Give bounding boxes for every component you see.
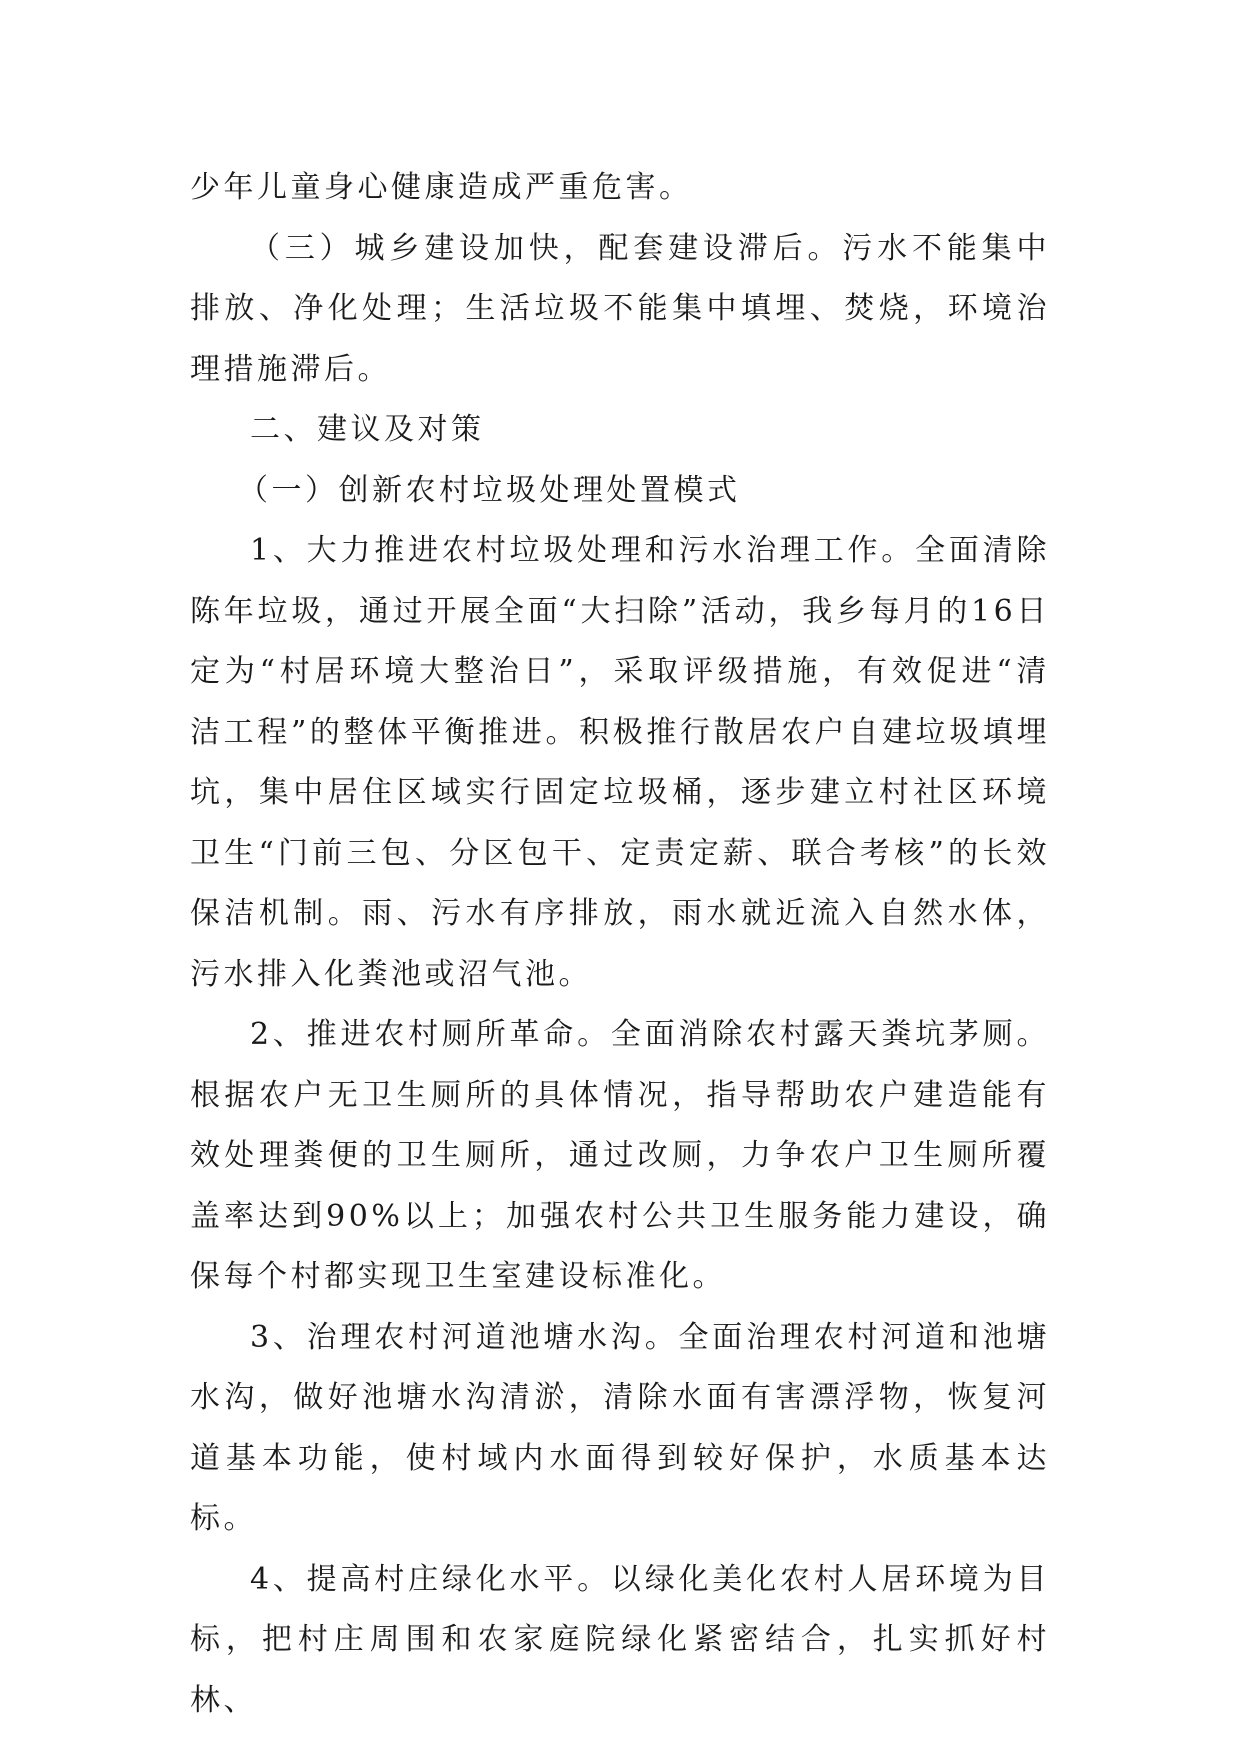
document-body	[190, 158, 1050, 1731]
paragraph-point-3: 3、治理农村河道池塘水沟。全面治理农村河道和池塘水沟，做好池塘水沟清淤，清除水面有害漂浮物，恢复河道基本功能，使村域内水面得到较好保护，水质基本达标。	[190, 1319, 1050, 1536]
paragraph-point-1: 1、大力推进农村垃圾处理和污水治理工作。全面清除陈年垃圾，通过开展全面“大扫除”活动，我乡每月的16日定为“村居环境大整治日”，采取评级措施，有效促进“清洁工程”的整体平衡推进。积极推行散居农户自建垃圾填埋坑，集中居住区域实行固定垃圾桶，逐步建立村社区环境卫生“门前三包、分区包干、定责定薪、联合考核”的长效保洁机制。雨、污水有序排放，雨水就近流入自然水体，污水排入化粪池或沼气池。	[190, 533, 1050, 992]
paragraph-point-4: 4、提高村庄绿化水平。以绿化美化农村人居环境为目标，把村庄周围和农家庭院绿化紧密结合，扎实抓好村林、	[190, 1561, 1050, 1718]
paragraph-item-3: （三）城乡建设加快，配套建设滞后。污水不能集中排放、净化处理；生活垃圾不能集中填埋、焚烧，环境治理措施滞后。	[190, 230, 1050, 387]
subsection-heading: （一）创新农村垃圾处理处置模式	[238, 472, 741, 508]
section-heading: 二、建议及对策	[250, 412, 485, 447]
paragraph-continuation: 少年儿童身心健康造成严重危害。	[190, 170, 693, 205]
paragraph-point-2: 2、推进农村厕所革命。全面消除农村露天粪坑茅厕。根据农户无卫生厕所的具体情况，指导帮助农户建造能有效处理粪便的卫生厕所，通过改厕，力争农户卫生厕所覆盖率达到90%以上；加强农村公共卫生服务能力建设，确保每个村都实现卫生室建设标准化。	[190, 1017, 1050, 1294]
